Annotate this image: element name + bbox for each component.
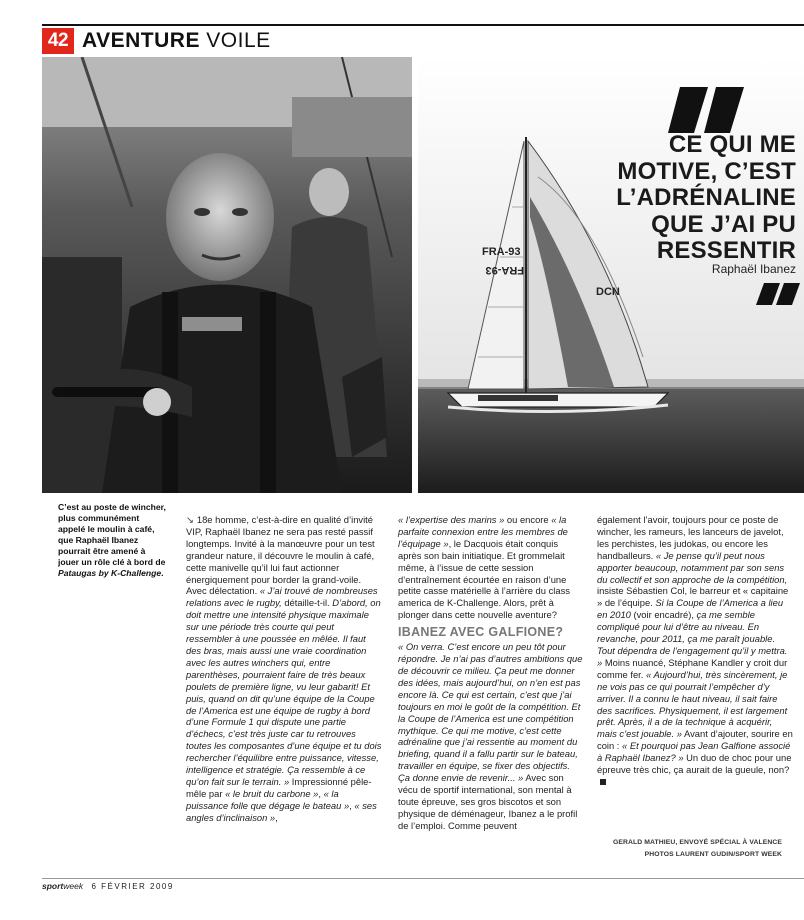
text-run: Avec son vécu de sportif international, son mental à toute épreuve, ses gros biscotos et son physique de déménageur, Ibanez a le profil de l’emploi. Comme peuvent xyxy=(398,772,578,831)
article-column-3 xyxy=(597,514,793,788)
quote-run: « la parfaite connexion entre les membres de l’équipage » xyxy=(398,514,568,549)
photo-sailor-winch xyxy=(42,57,412,493)
caption-text: C’est au poste de wincher, plus communément appelé le moulin à café, que Raphaël Ibanez pourrait être amené à jouer un rôle clé à bord de xyxy=(58,502,166,567)
caption-end: . xyxy=(161,568,164,578)
header-rule xyxy=(42,24,804,26)
section-title xyxy=(82,28,271,54)
pull-quote-line: CE QUI ME xyxy=(668,131,796,158)
arrow-icon: ↘ xyxy=(186,514,194,525)
page-footer xyxy=(42,880,174,893)
text-run: , xyxy=(318,787,324,799)
text-run: 18e homme, c’est-à-dire en qualité d’invité VIP, Raphaël Ibanez ne sera pas resté passif longtemps. Invité à la manœuvre pour un test grandeur nature, il découvre le moulin à café, cette manivelle qu’il lui faut actionner énergiquement pour border la grand-voile. Avec délectation. xyxy=(186,514,375,597)
text-run: détaille-t-il. xyxy=(281,597,333,609)
pull-quote-line: L’ADRÉNALINE xyxy=(616,184,796,211)
article-column-1 xyxy=(186,514,382,824)
text-run: Un duo de choc pour une épreuve très chic, ça aurait de la gueule, non? xyxy=(597,752,792,776)
text-run: , xyxy=(349,799,355,811)
quote-run: « Je pense qu’il peut nous apporter beaucoup, notamment par son sens du collectif et son approche de la compétition, xyxy=(597,549,788,585)
quote-run: « ses angles d’inclinaison » xyxy=(186,799,377,823)
page-number: 42 xyxy=(42,28,74,54)
quote-run: « la puissance folle que dégage le bateau » xyxy=(186,787,350,811)
text-run: , xyxy=(275,811,278,823)
text-run: Avant d’ajouter, sourire en coin : xyxy=(597,728,793,752)
pull-quote-author: Raphaël Ibanez xyxy=(711,262,796,276)
pull-quote xyxy=(580,132,796,265)
author-credit: GERALD MATHIEU, ENVOYÉ SPÉCIAL À VALENCE xyxy=(612,839,782,846)
footer-brand-sport: sport xyxy=(42,881,64,891)
pull-quote-line: QUE J’AI PU xyxy=(651,210,796,238)
text-run: (voir encadré), xyxy=(630,609,697,621)
quote-run: « J’ai trouvé de nombreuses relations avec le rugby, xyxy=(186,585,378,609)
photo-caption xyxy=(58,502,166,579)
quote-run: « Et pourquoi pas Jean Galfione associé à Raphaël Ibanez? » xyxy=(597,740,791,764)
quote-run: « Aujourd’hui, très sincèrement, je ne vois pas ce qui pourrait l’empêcher d’y arriver. Il a connu le haut niveau, il sait faire des sacrifices. Physiquement, il est largement prêt. Après, il a de la technique à acquérir, mais c’est jouable. » xyxy=(597,668,788,740)
text-run: également l’avoir, toujours pour ce poste de wincher, les rameurs, les lanceurs de javelot, les perchistes, les judokas, ou encore les handballeurs. xyxy=(597,514,784,561)
quote-run: D’abord, on doit mettre une intensité physique maximale sur une période très courte qui peut ressembler à une poussée en mêlée. Il faut des bras, mais aussi une vraie coordination avec les autres winchers qui, entre parenthèses, pourraient faire de très beaux poulets de première ligne, vu leur gabarit! Et puis, quand on dit qu’une équipe de la Coupe de l’America est une équipe de rugby à bord d’une Formule 1 qui dispute une partie d’échecs, c’est très juste car tu retrouves toutes les composantes d’une équipe et tu dois rechercher l’équilibre entre puissance, vitesse, intelligence et stratégie. Ça ressemble à ce qu’on fait sur le terrain. » xyxy=(186,597,382,787)
footer-rule xyxy=(42,878,804,879)
sail-number-upper: FRA-93 xyxy=(482,246,521,258)
sail-number-lower: FRA-93 xyxy=(485,264,524,276)
article-subhead: IBANEZ AVEC GALFIONE? xyxy=(398,625,564,640)
quote-run: Si la Coupe de l’America a lieu en 2010 xyxy=(597,597,784,621)
section-name: AVENTURE xyxy=(82,29,200,52)
article-column-2 xyxy=(398,514,584,832)
subsection-name: VOILE xyxy=(206,29,271,52)
quote-run: « le bruit du carbone » xyxy=(225,787,319,799)
text-run: Impressionné pêle-mêle par xyxy=(186,775,372,799)
photo-credit: PHOTOS LAURENT GUDIN/SPORT WEEK xyxy=(644,851,782,858)
footer-brand-week: week xyxy=(63,881,84,891)
end-mark-icon xyxy=(600,779,606,785)
footer-date: 6 FÉVRIER 2009 xyxy=(91,882,174,891)
quote-run: ça me semble compliqué pour lui d’être au niveau. En revanche, pour 2011, ça me paraît jouable. Tout dépendra de l’engagement qu’il y mettra. » xyxy=(597,609,788,668)
quote-run: « l’expertise des marins » xyxy=(398,514,505,525)
pull-quote-line: RESSENTIR xyxy=(656,237,796,264)
text-run: ou encore xyxy=(504,514,552,525)
text-run: insiste Sébastien Col, le barreur et « capitaine » de l’équipe. xyxy=(597,585,789,609)
pull-quote-line: MOTIVE, C’EST xyxy=(617,157,796,185)
sail-sponsor-logo: DCN xyxy=(596,286,620,298)
text-run: , le Dacquois était conquis après son bain initiatique. Et grommelait même, à l’issue de cette session d’entraînement écourtée en raison d’une petite casse matérielle à l’arrière du class america de K-Challenge. Alors, prêt à plonger dans cette nouvelle aventure? xyxy=(398,537,570,621)
quote-run: « On verra. C’est encore un peu tôt pour répondre. Je n’ai pas d’autres ambitions que de découvrir ce milieu. Ça peut me donner des idées, mais aujourd’hui, on n’en est pas encore là. Ce qui est certain, c’est que j’ai toujours en moi le goût de la compétition. Et la Coupe de l’America est une compétition mythique. Ce qui me motive, c’est cette adrénaline que j’ai ressentie au moment du briefing, quand il a fallu partir sur le bateau, travailler en équipe, se fixer des objectifs. Ça donne envie de revenir... » xyxy=(398,641,583,784)
text-run: Moins nuancé, Stéphane Kandler y croit dur comme fer. xyxy=(597,656,788,680)
caption-boat-name: Pataugas by K-Challenge xyxy=(58,568,162,578)
